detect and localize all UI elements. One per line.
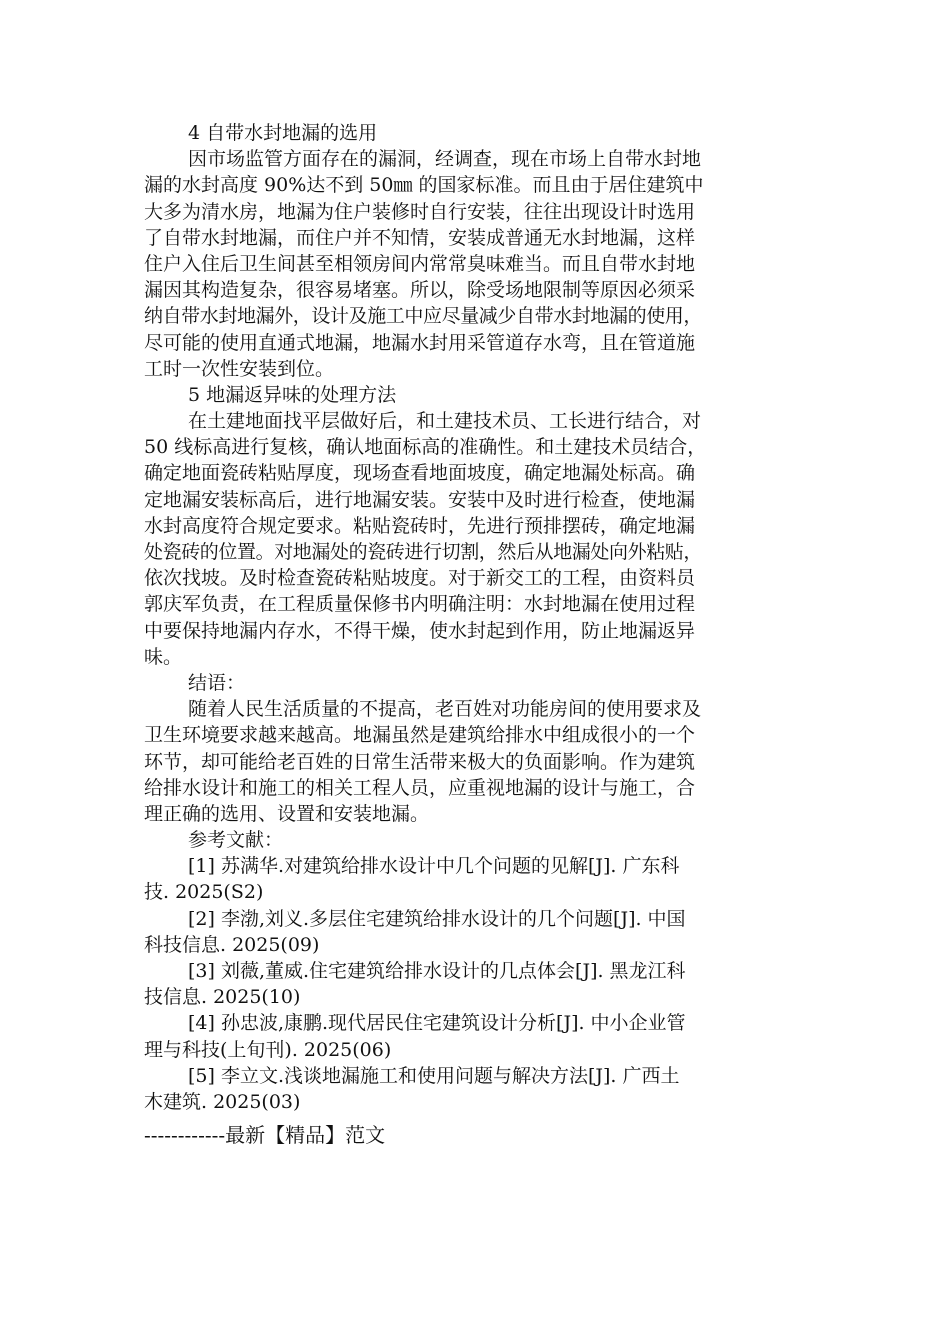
reference-line: 技. 2025(S2) [144,881,264,904]
reference-line: [5] 李立文.浅谈地漏施工和使用问题与解决方法[J]. 广西土 [188,1064,680,1087]
paragraph-line: 漏的水封高度 90%达不到 50㎜ 的国家标准。而且由于居住建筑中 [144,174,704,197]
paragraph-line: 工时一次性安装到位。 [144,357,335,380]
paragraph-line: 漏因其构造复杂，很容易堵塞。所以，除受场地限制等原因必须采 [144,279,696,302]
section-heading: 参考文献： [188,829,284,852]
paragraph-line: 住户入住后卫生间甚至相领房间内常常臭味难当。而且自带水封地 [144,252,696,275]
paragraph-line: 给排水设计和施工的相关工程人员，应重视地漏的设计与施工，合 [144,776,696,799]
document-body [144,120,808,1115]
reference-line: [3] 刘薇,董威.住宅建筑给排水设计的几点体会[J]. 黑龙江科 [188,960,686,982]
paragraph-line: 尽可能的使用直通式地漏，地漏水封用采管道存水弯，且在管道施 [144,331,696,354]
reference-line: [4] 孙忠波,康鹏.现代居民住宅建筑设计分析[J]. 中小企业管 [188,1012,686,1035]
paragraph-line: 随着人民生活质量的不提高，老百姓对功能房间的使用要求及 [188,698,702,721]
paragraph-line: 定地漏安装标高后，进行地漏安装。安装中及时进行检查，使地漏 [144,488,696,511]
page-footer: ------------最新【精品】范文 [144,1123,386,1147]
reference-line: 理与科技(上旬刊). 2025(06) [144,1038,392,1061]
paragraph-line: 50 线标高进行复核，确认地面标高的准确性。和土建技术员结合， [144,436,707,459]
paragraph-line: 处瓷砖的位置。对地漏处的瓷砖进行切割，然后从地漏处向外粘贴， [144,541,703,563]
paragraph-line: 因市场监管方面存在的漏洞，经调查，现在市场上自带水封地 [188,148,702,171]
section-heading: 结语： [188,671,246,694]
paragraph-line: 郭庆军负责，在工程质量保修书内明确注明：水封地漏在使用过程 [144,593,696,616]
paragraph-line: 了自带水封地漏，而住户并不知情，安装成普通无水封地漏，这样 [144,226,696,249]
reference-line: 木建筑. 2025(03) [144,1090,301,1113]
paragraph-line: 水封高度符合规定要求。粘贴瓷砖时，先进行预排摆砖，确定地漏 [144,514,696,537]
paragraph-line: 确定地面瓷砖粘贴厚度，现场查看地面坡度，确定地漏处标高。确 [144,462,696,485]
paragraph-line: 理正确的选用、设置和安装地漏。 [144,802,430,825]
section-heading: 4 自带水封地漏的选用 [188,122,378,144]
paragraph-line: 在土建地面找平层做好后，和土建技术员、工长进行结合，对 [188,410,702,433]
paragraph-line: 环节，却可能给老百姓的日常生活带来极大的负面影响。作为建筑 [144,750,696,773]
paragraph-line: 味。 [144,645,183,668]
paragraph-line: 纳自带水封地漏外，设计及施工中应尽量减少自带水封地漏的使用， [144,305,703,328]
reference-line: 科技信息. 2025(09) [144,933,320,956]
paragraph-line: 大多为清水房，地漏为住户装修时自行安装，往往出现设计时选用 [144,200,696,223]
reference-line: [2] 李渤,刘义.多层住宅建筑给排水设计的几个问题[J]. 中国 [188,907,686,930]
paragraph-line: 依次找坡。及时检查瓷砖粘贴坡度。对于新交工的工程，由资料员 [144,567,696,590]
reference-line: 技信息. 2025(10) [144,986,301,1009]
paragraph-line: 中要保持地漏内存水，不得干燥，使水封起到作用，防止地漏返异 [144,619,696,642]
paragraph-line: 卫生环境要求越来越高。地漏虽然是建筑给排水中组成很小的一个 [144,724,696,747]
section-heading: 5 地漏返异味的处理方法 [188,383,397,406]
reference-line: [1] 苏满华.对建筑给排水设计中几个问题的见解[J]. 广东科 [188,855,680,878]
